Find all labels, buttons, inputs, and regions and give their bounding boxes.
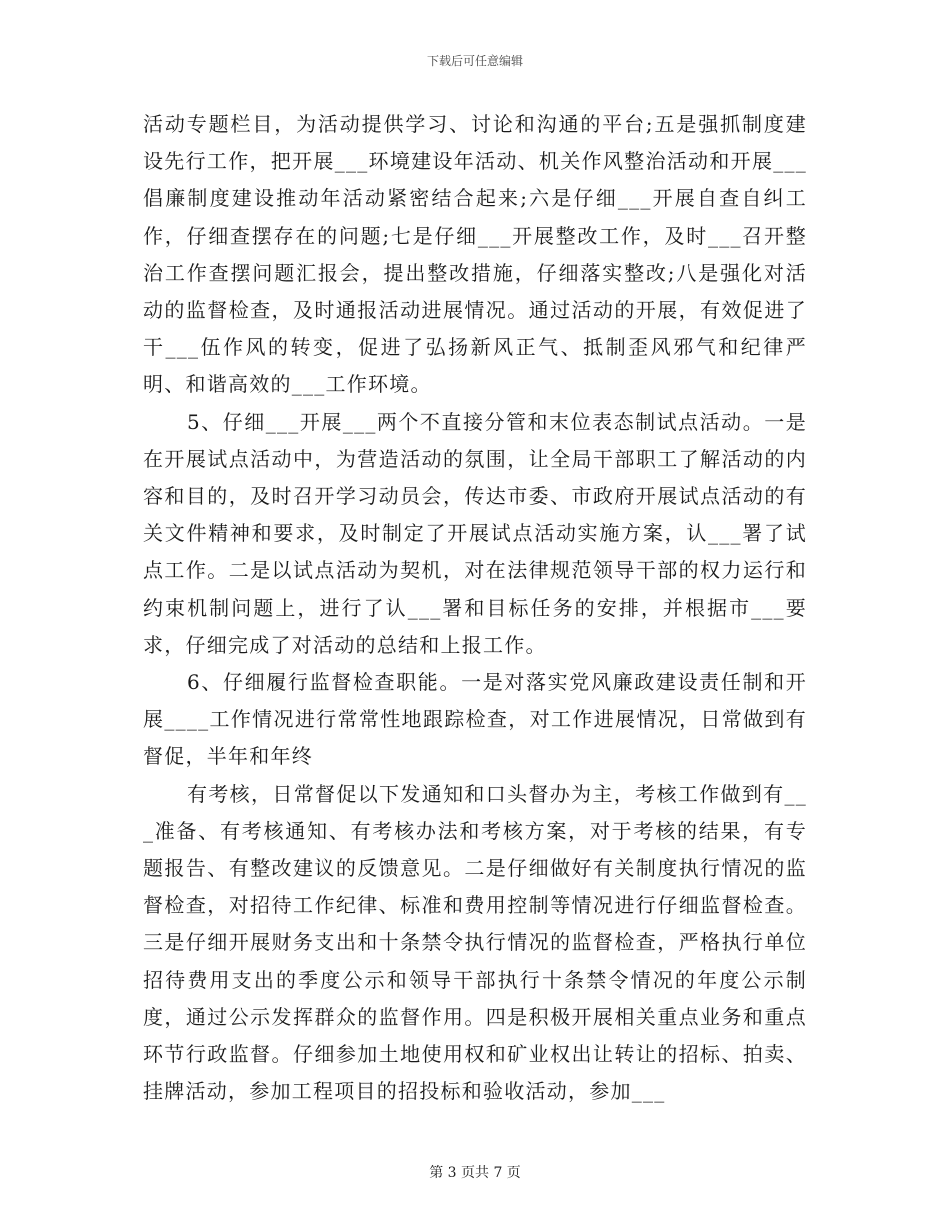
paragraph-2: 5、仔细___开展___两个不直接分管和末位表态制试点活动。一是在开展试点活动中，为营造活动的氛围，让全局干部职工了解活动的内容和目的，及时召开学习动员会，传达市委、市政府开展试点活动的有关文件精神和要求，及时制定了开展试点活动实施方案，认___署了试点工作。二是以试点活动为契机，对在法律规范领导干部的权力运行和约束机制问题上，进行了认___署和目标任务的安排，并根据市___要求，仔细完成了对活动的总结和上报工作。 bbox=[143, 409, 807, 657]
document-body bbox=[143, 106, 807, 1110]
page-header: 下载后可任意编辑 bbox=[426, 54, 523, 68]
paragraph-4: 有考核，日常督促以下发通知和口头督办为主，考核工作做到有___准备、有考核通知、有考核办法和考核方案，对于考核的结果，有专题报告、有整改建议的反馈意见。二是仔细做好有关制度执行情况的监督检查，对招待工作纪律、标准和费用控制等情况进行仔细监督检查。三是仔细开展财务支出和十条禁令执行情况的监督检查，严格执行单位招待费用支出的季度公示和领导干部执行十条禁令情况的年度公示制度，通过公示发挥群众的监督作用。四是积极开展相关重点业务和重点环节行政监督。仔细参加土地使用权和矿业权出让转让的招标、拍卖、挂牌活动，参加工程项目的招投标和验收活动，参加___ bbox=[143, 781, 807, 1104]
paragraph-3: 6、仔细履行监督检查职能。一是对落实党风廉政建设责任制和开展____工作情况进行常常性地跟踪检查，对工作进展情况，日常做到有督促，半年和年终 bbox=[143, 670, 807, 769]
page-number: 第 3 页共 7 页 bbox=[429, 1165, 521, 1181]
paragraph-1: 活动专题栏目，为活动提供学习、讨论和沟通的平台;五是强抓制度建设先行工作，把开展___环境建设年活动、机关作风整治活动和开展___倡廉制度建设推动年活动紧密结合起来;六是仔细___开展自查自纠工作，仔细查摆存在的问题;七是仔细___开展整改工作，及时___召开整治工作查摆问题汇报会，提出整改措施，仔细落实整改;八是强化对活动的监督检查，及时通报活动进展情况。通过活动的开展，有效促进了干___伍作风的转变，促进了弘扬新风正气、抵制歪风邪气和纪律严明、和谐高效的___工作环境。 bbox=[143, 112, 807, 397]
